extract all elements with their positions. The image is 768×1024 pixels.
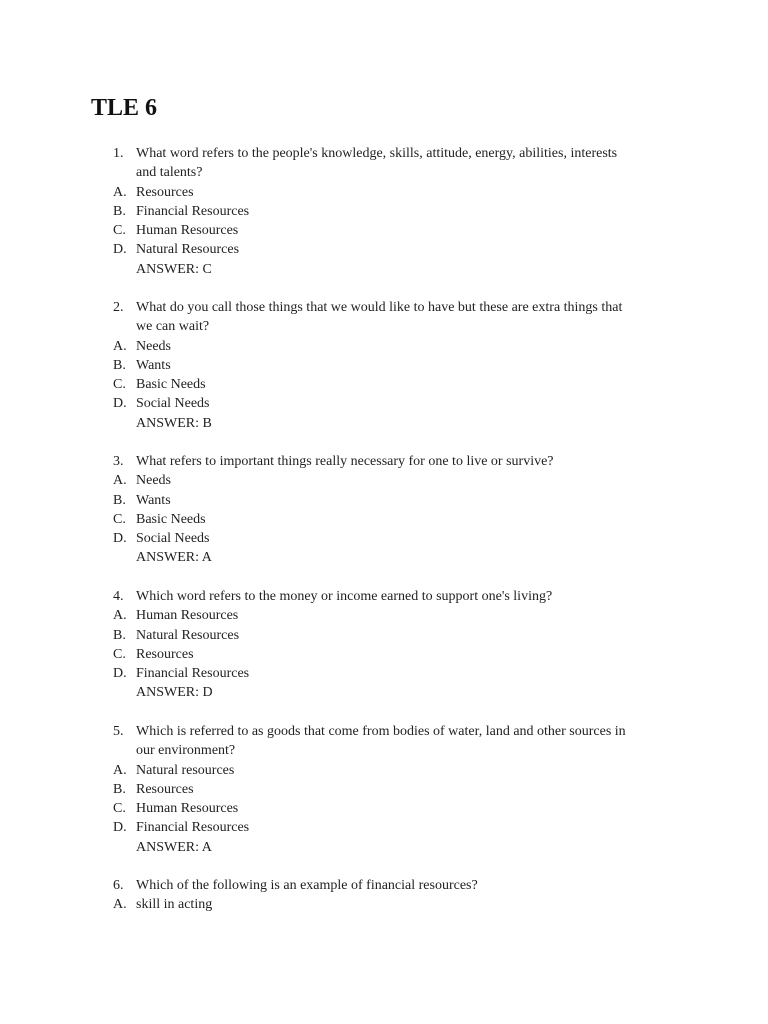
option-a [0, 606, 768, 625]
option-letter: B. [113, 203, 126, 219]
answer-text: ANSWER: A [136, 839, 212, 855]
option-d [0, 394, 768, 413]
option-letter: A. [113, 473, 127, 489]
option-letter: D. [113, 242, 127, 258]
option-text: Financial Resources [136, 820, 250, 836]
option-text: Wants [136, 357, 171, 373]
question-text-continued: we can wait? [136, 319, 210, 335]
option-text: Natural resources [136, 762, 235, 778]
option-letter: B. [113, 357, 126, 373]
option-text: Natural Resources [136, 242, 240, 258]
question-text: Which word refers to the money or income earned to support one's living? [136, 589, 553, 604]
question-number: 1. [113, 146, 124, 161]
option-letter: D. [113, 820, 127, 836]
option-letter: A. [113, 184, 127, 200]
option-letter: C. [113, 801, 126, 817]
option-d [0, 529, 768, 548]
option-a [0, 895, 768, 914]
question-text: Which is referred to as goods that come from bodies of water, land and other sources in [136, 724, 626, 739]
option-letter: A. [113, 338, 127, 354]
option-letter: C. [113, 223, 126, 239]
answer-text: ANSWER: D [136, 685, 213, 701]
option-text: Social Needs [136, 396, 210, 412]
option-a [0, 183, 768, 202]
option-text: Resources [136, 781, 194, 797]
option-text: Human Resources [136, 801, 239, 817]
option-c [0, 375, 768, 394]
question-number: 2. [113, 300, 124, 315]
option-text: Resources [136, 184, 194, 200]
question-6 [0, 876, 768, 915]
option-text: Needs [136, 338, 171, 354]
option-letter: D. [113, 531, 127, 547]
option-c [0, 799, 768, 818]
question-3 [0, 452, 768, 568]
option-text: Financial Resources [136, 203, 250, 219]
option-text: skill in acting [136, 897, 213, 913]
option-d [0, 818, 768, 837]
option-letter: A. [113, 762, 127, 778]
option-text: Natural Resources [136, 627, 240, 643]
option-letter: D. [113, 666, 127, 682]
question-text: What refers to important things really necessary for one to live or survive? [136, 454, 554, 469]
question-1 [0, 144, 768, 279]
option-letter: B. [113, 627, 126, 643]
answer-text: ANSWER: A [136, 550, 212, 566]
option-b [0, 780, 768, 799]
option-d [0, 240, 768, 259]
question-text: Which of the following is an example of financial resources? [136, 878, 478, 893]
answer-text: ANSWER: B [136, 415, 212, 431]
option-b [0, 356, 768, 375]
option-letter: A. [113, 897, 127, 913]
answer-text: ANSWER: C [136, 261, 212, 277]
option-text: Financial Resources [136, 666, 250, 682]
question-text-continued: our environment? [136, 743, 236, 759]
option-a [0, 337, 768, 356]
option-b [0, 626, 768, 645]
question-5 [0, 722, 768, 857]
option-b [0, 202, 768, 221]
question-number: 6. [113, 878, 124, 893]
question-number: 3. [113, 454, 124, 469]
question-text-continued: and talents? [136, 165, 203, 181]
option-text: Human Resources [136, 223, 239, 239]
option-text: Basic Needs [136, 511, 206, 527]
option-letter: D. [113, 396, 127, 412]
question-number: 5. [113, 724, 124, 739]
option-text: Resources [136, 646, 194, 662]
option-letter: B. [113, 492, 126, 508]
document-title: TLE 6 [91, 95, 158, 121]
option-a [0, 761, 768, 780]
option-c [0, 645, 768, 664]
option-letter: C. [113, 377, 126, 393]
option-letter: A. [113, 608, 127, 624]
option-text: Basic Needs [136, 377, 206, 393]
option-text: Human Resources [136, 608, 239, 624]
option-text: Wants [136, 492, 171, 508]
option-c [0, 221, 768, 240]
option-a [0, 471, 768, 490]
option-b [0, 491, 768, 510]
option-text: Social Needs [136, 531, 210, 547]
option-c [0, 510, 768, 529]
option-letter: C. [113, 646, 126, 662]
option-letter: C. [113, 511, 126, 527]
question-text: What do you call those things that we would like to have but these are extra things that [136, 300, 623, 315]
option-letter: B. [113, 781, 126, 797]
option-d [0, 664, 768, 683]
question-text: What word refers to the people's knowledge, skills, attitude, energy, abilities, interests [136, 146, 618, 161]
question-2 [0, 298, 768, 433]
question-number: 4. [113, 589, 124, 604]
question-4 [0, 587, 768, 703]
option-text: Needs [136, 473, 171, 489]
